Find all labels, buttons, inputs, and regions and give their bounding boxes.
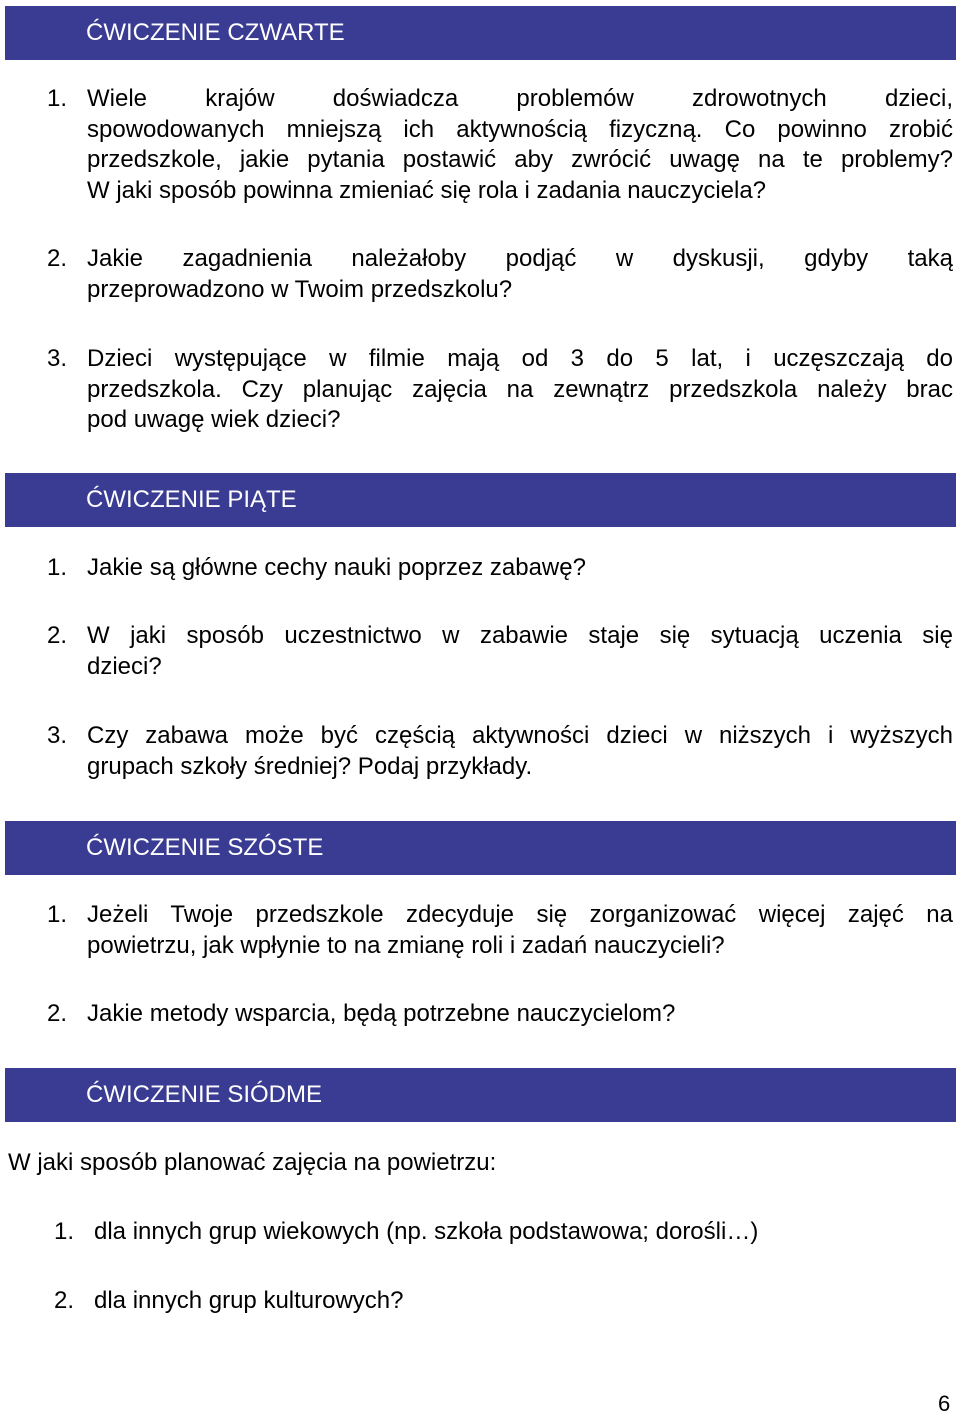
list-number: 1. xyxy=(54,1218,75,1245)
question-line: grupach szkoły średniej? Podaj przykłady. xyxy=(87,752,533,780)
question-line: Wiele krajów doświadcza problemów zdrowotnych dzieci, xyxy=(87,85,953,112)
question-number: 1. xyxy=(47,554,68,581)
section-header-4: ĆWICZENIE CZWARTE xyxy=(5,6,956,60)
question-number: 2. xyxy=(47,622,68,649)
section-header-6: ĆWICZENIE SZÓSTE xyxy=(5,821,956,875)
question-line: W jaki sposób uczestnictwo w zabawie staje się sytuacją uczenia się xyxy=(87,622,953,649)
question-line: Czy zabawa może być częścią aktywności dzieci w niższych i wyższych xyxy=(87,722,953,749)
section-header-7: ĆWICZENIE SIÓDME xyxy=(5,1068,956,1122)
question-line: Jeżeli Twoje przedszkole zdecyduje się zorganizować więcej zajęć na xyxy=(87,901,953,928)
question-number: 1. xyxy=(47,901,68,928)
question-line: przedszkola. Czy planując zajęcia na zewnątrz przedszkola należy brac xyxy=(87,375,953,403)
section-header-5: ĆWICZENIE PIĄTE xyxy=(5,473,956,527)
question-line: Jakie zagadnienia należałoby podjąć w dyskusji, gdyby taką xyxy=(87,245,953,272)
question-number: 3. xyxy=(47,345,68,372)
list-text: dla innych grup kulturowych? xyxy=(94,1287,404,1314)
question-line: Jakie metody wsparcia, będą potrzebne nauczycielom? xyxy=(87,1000,676,1027)
question-number: 1. xyxy=(47,85,68,112)
question-line: dzieci? xyxy=(87,652,162,680)
question-number: 3. xyxy=(47,722,68,749)
section-intro: W jaki sposób planować zajęcia na powietrzu: xyxy=(8,1149,497,1176)
list-text: dla innych grup wiekowych (np. szkoła podstawowa; dorośli…) xyxy=(94,1218,759,1245)
question-line: spowodowanych mniejszą ich aktywnością fizyczną. Co powinno zrobić xyxy=(87,115,953,143)
question-number: 2. xyxy=(47,245,68,272)
question-line: przedszkole, jakie pytania postawić aby zwrócić uwagę na te problemy? xyxy=(87,146,953,173)
page-number: 6 xyxy=(938,1391,951,1416)
list-number: 2. xyxy=(54,1287,75,1314)
question-line: powietrzu, jak wpłynie to na zmianę roli i zadań nauczycieli? xyxy=(87,931,725,959)
question-line: Jakie są główne cechy nauki poprzez zabawę? xyxy=(87,554,586,581)
question-line: pod uwagę wiek dzieci? xyxy=(87,406,341,433)
question-line: przeprowadzono w Twoim przedszkolu? xyxy=(87,275,513,303)
question-line: Dzieci występujące w filmie mają od 3 do 5 lat, i uczęszczają do xyxy=(87,345,953,372)
question-line: W jaki sposób powinna zmieniać się rola i zadania nauczyciela? xyxy=(87,176,767,204)
question-number: 2. xyxy=(47,1000,68,1027)
